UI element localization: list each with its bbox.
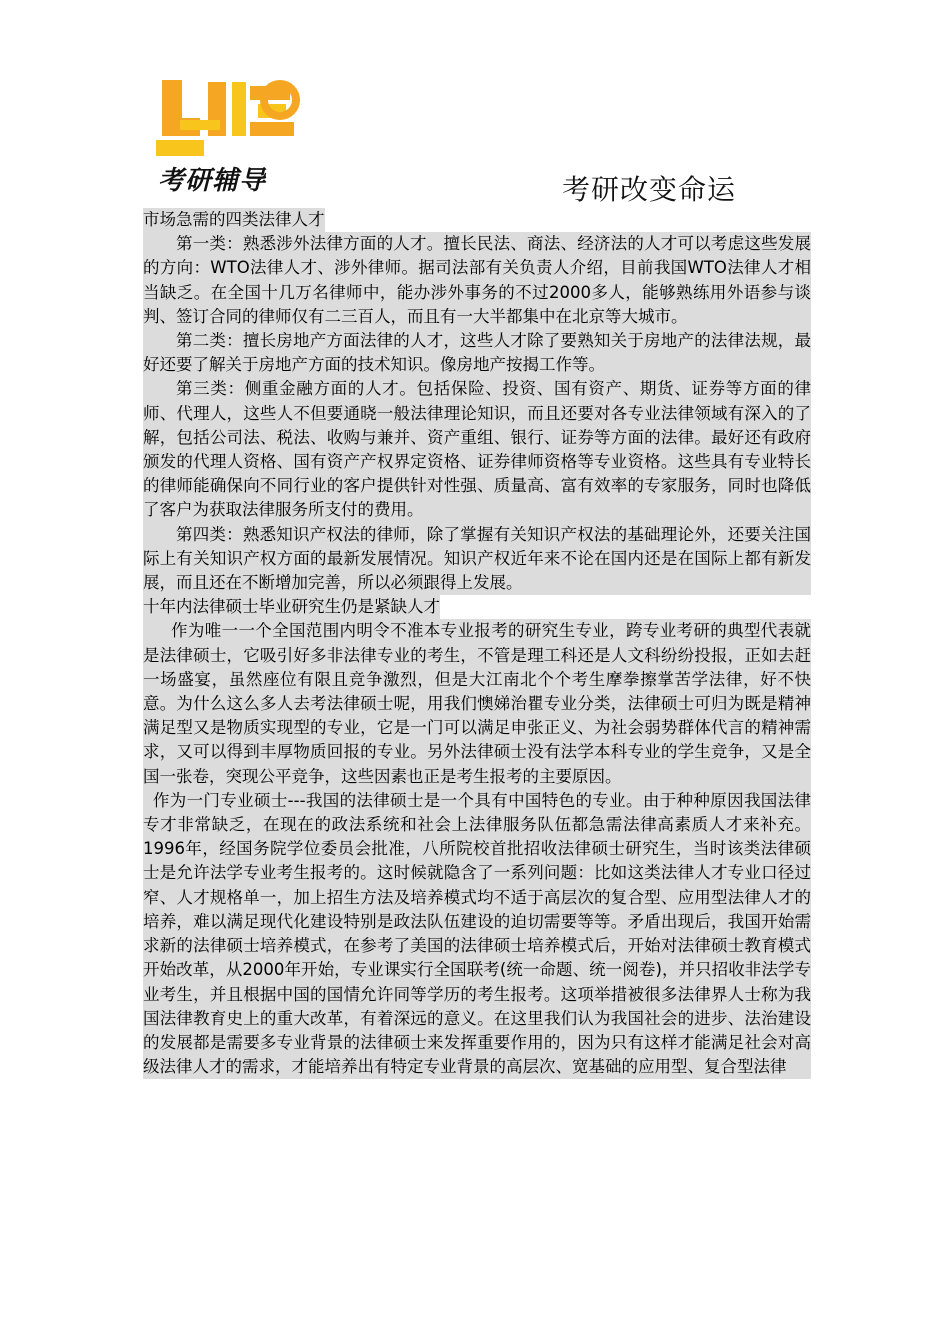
slogan: 考研改变命运 xyxy=(562,173,737,206)
section-heading: 十年内法律硕士毕业研究生仍是紧缺人才 xyxy=(143,595,440,619)
paragraph: 第四类：熟悉知识产权法的律师，除了掌握有关知识产权法的基础理论外，还要关注国际上有关知识产权方面的最新发展情况。知识产权近年来不论在国内还是在国际上都有新发展，而且还在不断增加完善，所以必须跟得上发展。 xyxy=(143,523,811,596)
paragraph: 第二类：擅长房地产方面法律的人才，这些人才除了要熟知关于房地产的法律法规，最好还要了解关于房地产方面的技术知识。像房地产按揭工作等。 xyxy=(143,329,811,377)
paragraph: 作为一门专业硕士---我国的法律硕士是一个具有中国特色的专业。由于种种原因我国法律专才非常缺乏，在现在的政法系统和社会上法律服务队伍都急需法律高素质人才来补充。1996年，经国务院学位委员会批准，八所院校首批招收法律硕士研究生，当时该类法律硕士是允许法学专业考生报考的。这时候就隐含了一系列问题：比如这类法律人才专业口径过窄、人才规格单一，加上招生方法及培养模式均不适于高层次的复合型、应用型法律人才的培养，难以满足现代化建设特别是政法队伍建设的迫切需要等等。矛盾出现后，我国开始需求新的法律硕士培养模式，在参考了美国的法律硕士培养模式后，开始对法律硕士教育模式开始改革，从2000年开始，专业课实行全国联考(统一命题、统一阅卷)，并只招收非法学专业考生，并且根据中国的国情允许同等学历的考生报考。这项举措被很多法律界人士称为我国法律教育史上的重大改革，有着深远的意义。在这里我们认为我国社会的进步、法治建设的发展都是需要多专业背景的法律硕士来发挥重要作用的，因为只有这样才能满足社会对高级法律人才的需求，才能培养出有特定专业背景的高层次、宽基础的应用型、复合型法律 xyxy=(143,789,811,1079)
paragraph: 作为唯一一个全国范围内明令不准本专业报考的研究生专业，跨专业考研的典型代表就是法律硕士，它吸引好多非法律专业的考生，不管是理工科还是人文科纷纷投报，正如去赶一场盛宴，虽然座位有限且竞争激烈，但是大江南北个个考生摩拳擦掌苦学法律，好不快意。为什么这么多人去考法律硕士呢，用我们懊娣治瞿专业分类，法律硕士可归为既是精神满足型又是物质实现型的专业，它是一门可以满足申张正义、为社会弱势群体代言的精神需求，又可以得到丰厚物质回报的专业。另外法律硕士没有法学本科专业的学生竞争，又是全国一张卷，突现公平竞争，这些因素也正是考生报考的主要原因。 xyxy=(143,619,811,788)
logo-mark xyxy=(156,80,296,156)
logo-subtitle: 考研辅导 xyxy=(158,166,267,196)
document-body xyxy=(143,208,811,1079)
section-heading: 市场急需的四类法律人才 xyxy=(143,208,325,232)
paragraph: 第一类：熟悉涉外法律方面的人才。擅长民法、商法、经济法的人才可以考虑这些发展的方向：WTO法律人才、涉外律师。据司法部有关负责人介绍，目前我国WTO法律人才相当缺乏。在全国十几万名律师中，能办涉外事务的不过2000多人，能够熟练用外语参与谈判、签订合同的律师仅有二三百人，而且有一大半都集中在北京等大城市。 xyxy=(143,232,811,329)
paragraph: 第三类：侧重金融方面的人才。包括保险、投资、国有资产、期货、证券等方面的律师、代理人，这些人不但要通晓一般法律理论知识，而且还要对各专业法律领域有深入的了解，包括公司法、税法、收购与兼并、资产重组、银行、证券等方面的法律。最好还有政府颁发的代理人资格、国有资产产权界定资格、证券律师资格等专业资格。这些具有专业特长的律师能确保向不同行业的客户提供针对性强、质量高、富有效率的专家服务，同时也降低了客户为获取法律服务所支付的费用。 xyxy=(143,377,811,522)
